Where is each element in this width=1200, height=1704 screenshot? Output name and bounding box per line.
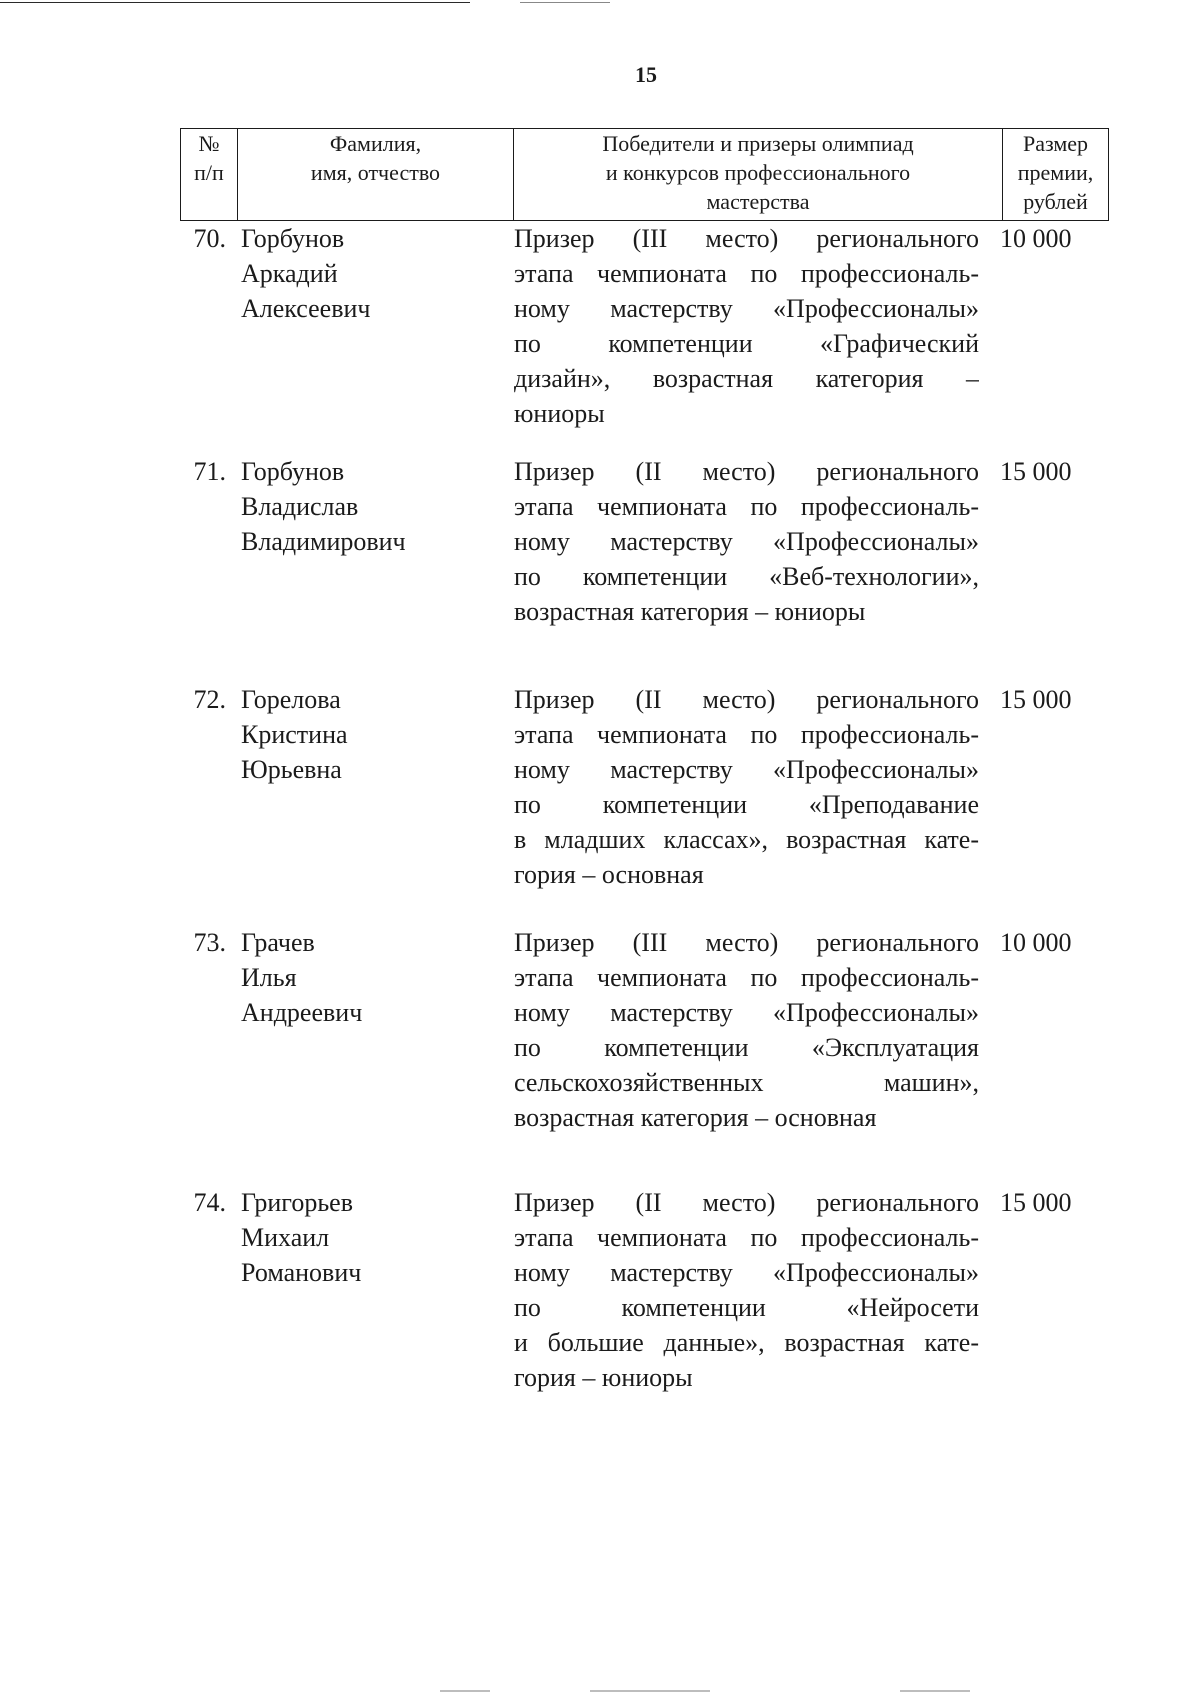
- patronymic: Юрьевна: [241, 755, 342, 784]
- description-line: дизайн», возрастная категория –: [514, 364, 979, 393]
- description-line: и большие данные», возрастная кате-: [514, 1328, 979, 1357]
- entry-number: 74.: [193, 1188, 226, 1217]
- entry-description: [514, 221, 979, 431]
- surname: Горбунов: [241, 224, 345, 253]
- surname: Горбунов: [241, 457, 345, 486]
- description-line: этапа чемпионата по профессиональ-: [514, 1223, 979, 1252]
- description-line: Призер (III место) регионального: [514, 928, 979, 957]
- entry-name: [241, 682, 491, 787]
- entry-amount: 10 000: [1000, 928, 1072, 957]
- description-line: юниоры: [514, 399, 605, 428]
- header-text: рублей: [1023, 189, 1088, 214]
- scan-edge-line: [520, 2, 610, 3]
- entry-amount: 10 000: [1000, 224, 1072, 253]
- description-line: возрастная категория – юниоры: [514, 597, 866, 626]
- header-text: и конкурсов профессионального: [605, 160, 911, 185]
- entry-name: [241, 1185, 491, 1290]
- header-col-number: [181, 129, 238, 221]
- description-line: Призер (III место) регионального: [514, 224, 979, 253]
- description-line: сельскохозяйственных машин»,: [514, 1068, 979, 1097]
- description-line: ному мастерству «Профессионалы»: [514, 998, 979, 1027]
- description-line: этапа чемпионата по профессиональ-: [514, 963, 979, 992]
- entry-name: [241, 221, 491, 326]
- entry-number: 72.: [193, 685, 226, 714]
- entry-name: [241, 925, 491, 1030]
- surname: Грачев: [241, 928, 315, 957]
- first-name: Михаил: [241, 1223, 330, 1252]
- entry-number: 73.: [193, 928, 226, 957]
- description-line: по компетенции «Веб-технологии»,: [514, 562, 979, 591]
- first-name: Кристина: [241, 720, 348, 749]
- header-col-name: [238, 129, 514, 221]
- description-line: этапа чемпионата по профессиональ-: [514, 259, 979, 288]
- page-number: 15: [635, 62, 657, 87]
- description-line: в младших классах», возрастная кате-: [514, 825, 979, 854]
- header-text: Победители и призеры олимпиад: [602, 131, 914, 156]
- description-line: Призер (II место) регионального: [514, 685, 979, 714]
- description-line: по компетенции «Эксплуатация: [514, 1033, 979, 1062]
- first-name: Аркадий: [241, 259, 338, 288]
- description-line: этапа чемпионата по профессиональ-: [514, 720, 979, 749]
- header-text: Фамилия,: [329, 131, 422, 156]
- description-line: ному мастерству «Профессионалы»: [514, 527, 979, 556]
- entry-description: [514, 1185, 979, 1395]
- header-col-amount: [1003, 129, 1109, 221]
- description-line: Призер (II место) регионального: [514, 1188, 979, 1217]
- entry-amount: 15 000: [1000, 1188, 1072, 1217]
- header-text: мастерства: [706, 189, 810, 214]
- surname: Горелова: [241, 685, 341, 714]
- surname: Григорьев: [241, 1188, 353, 1217]
- scan-smudge: [900, 1690, 970, 1692]
- entry-number: 71.: [193, 457, 226, 486]
- entry-description: [514, 682, 979, 892]
- description-line: по компетенции «Графический: [514, 329, 979, 358]
- header-text: п/п: [194, 160, 224, 185]
- patronymic: Андреевич: [241, 998, 363, 1027]
- header-text: премии,: [1017, 160, 1094, 185]
- description-line: ному мастерству «Профессионалы»: [514, 755, 979, 784]
- entry-amount: 15 000: [1000, 685, 1072, 714]
- header-text: имя, отчество: [310, 160, 441, 185]
- description-line: по компетенции «Преподавание: [514, 790, 979, 819]
- description-line: возрастная категория – основная: [514, 1103, 877, 1132]
- entry-description: [514, 454, 979, 629]
- description-line: Призер (II место) регионального: [514, 457, 979, 486]
- patronymic: Романович: [241, 1258, 362, 1287]
- header-text: Размер: [1022, 131, 1089, 156]
- header-text: №: [198, 131, 220, 156]
- description-line: этапа чемпионата по профессиональ-: [514, 492, 979, 521]
- entry-amount: 15 000: [1000, 457, 1072, 486]
- patronymic: Владимирович: [241, 527, 406, 556]
- first-name: Илья: [241, 963, 297, 992]
- scan-edge-line: [0, 2, 470, 3]
- description-line: ному мастерству «Профессионалы»: [514, 1258, 979, 1287]
- description-line: по компетенции «Нейросети: [514, 1293, 979, 1322]
- description-line: гория – юниоры: [514, 1363, 693, 1392]
- first-name: Владислав: [241, 492, 359, 521]
- scan-smudge: [590, 1690, 710, 1692]
- entry-name: [241, 454, 491, 559]
- entry-number: 70.: [193, 224, 226, 253]
- description-line: ному мастерству «Профессионалы»: [514, 294, 979, 323]
- scan-smudge: [440, 1690, 490, 1692]
- table-header: [180, 128, 1109, 221]
- description-line: гория – основная: [514, 860, 704, 889]
- patronymic: Алексеевич: [241, 294, 371, 323]
- header-col-description: [514, 129, 1003, 221]
- entry-description: [514, 925, 979, 1135]
